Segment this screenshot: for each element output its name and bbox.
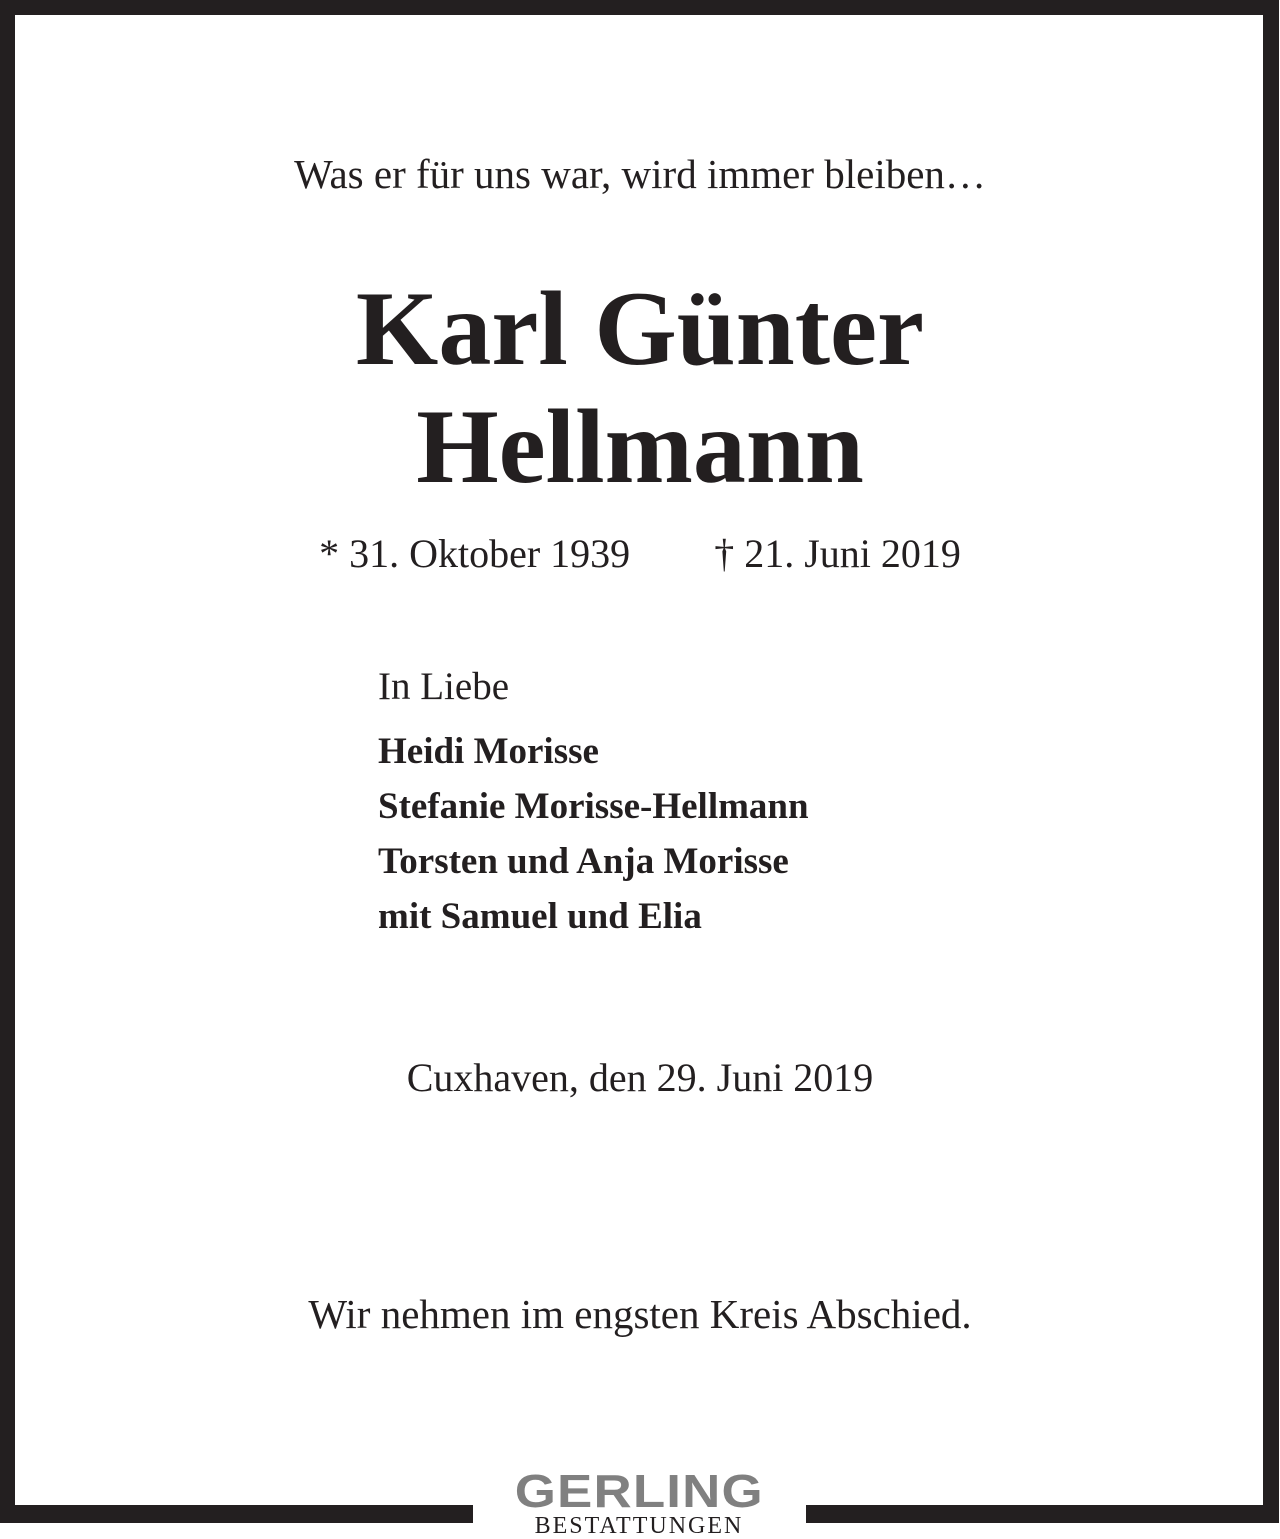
frame-bottom-left (0, 1505, 473, 1523)
life-dates (0, 530, 1280, 577)
family-member: Torsten und Anja Morisse (378, 841, 789, 882)
family-list (378, 724, 809, 944)
farewell-text: Wir nehmen im engsten Kreis Abschied. (308, 1291, 972, 1337)
tagline: Was er für uns war, wird immer bleiben… (294, 151, 986, 197)
frame-bottom-right (806, 1505, 1279, 1523)
family-member: mit Samuel und Elia (378, 896, 702, 937)
logo-name: GERLING (514, 1465, 764, 1517)
frame-top (0, 0, 1279, 15)
family-member: Stefanie Morisse-Hellmann (378, 786, 809, 827)
family-member: Heidi Morisse (378, 731, 599, 772)
birth-date: * 31. Oktober 1939 (319, 531, 631, 576)
in-love-label: In Liebe (378, 665, 510, 708)
death-date: † 21. Juni 2019 (714, 531, 961, 576)
deceased-name-first: Karl Günter (355, 270, 925, 387)
logo-subtitle: BESTATTUNGEN (534, 1513, 744, 1539)
place-date: Cuxhaven, den 29. Juni 2019 (406, 1055, 874, 1100)
deceased-name-last: Hellmann (416, 388, 864, 505)
funeral-home-logo (473, 1465, 805, 1539)
